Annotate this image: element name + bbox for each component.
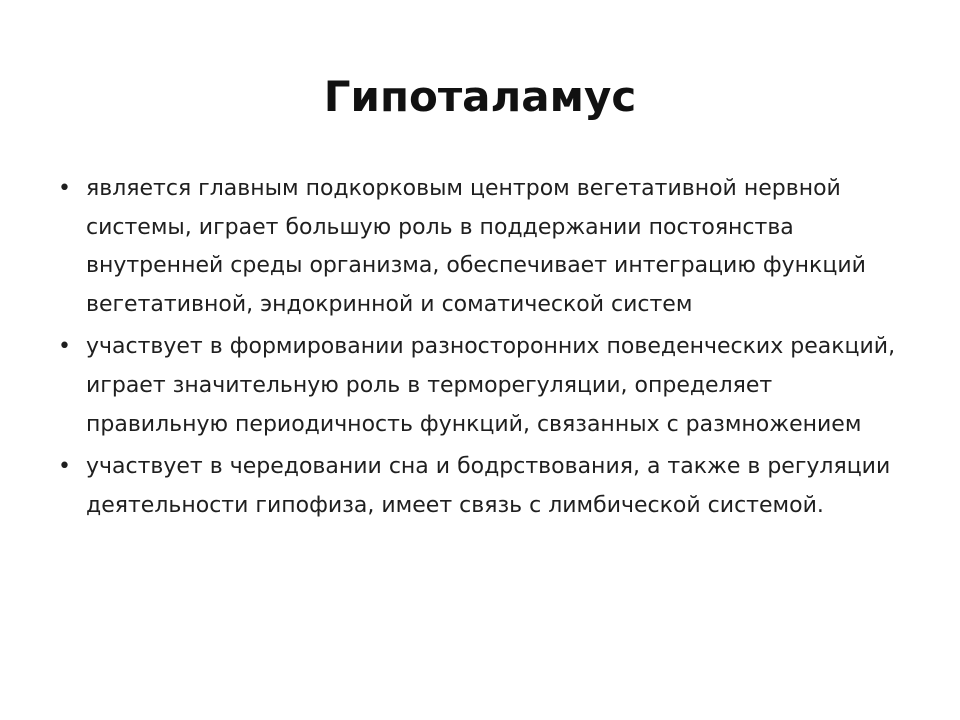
bullet-list — [58, 170, 908, 529]
slide-title: Гипоталамус — [323, 72, 637, 121]
bullet-icon: • — [58, 176, 71, 201]
bullet-text: участвует в формировании разносторонних поведенческих реакций, играет значительную роль в терморегуляции, определяет правильную периодичность функций, связанных с размножением — [86, 334, 896, 437]
bullet-item — [58, 170, 908, 324]
bullet-item — [58, 328, 908, 444]
bullet-text: участвует в чередовании сна и бодрствования, а также в регуляции деятельности гипофиза, имеет связь с лимбической системой. — [86, 454, 891, 518]
bullet-icon: • — [58, 454, 71, 480]
bullet-icon: • — [58, 334, 71, 360]
bullet-text: является главным подкорковым центром вегетативной нервной системы, играет большую роль в поддержании постоянства внутренней среды организма, обеспечивает интеграцию функций вегетативной, эндокринной и соматической систем — [86, 176, 866, 317]
bullet-item — [58, 448, 908, 525]
